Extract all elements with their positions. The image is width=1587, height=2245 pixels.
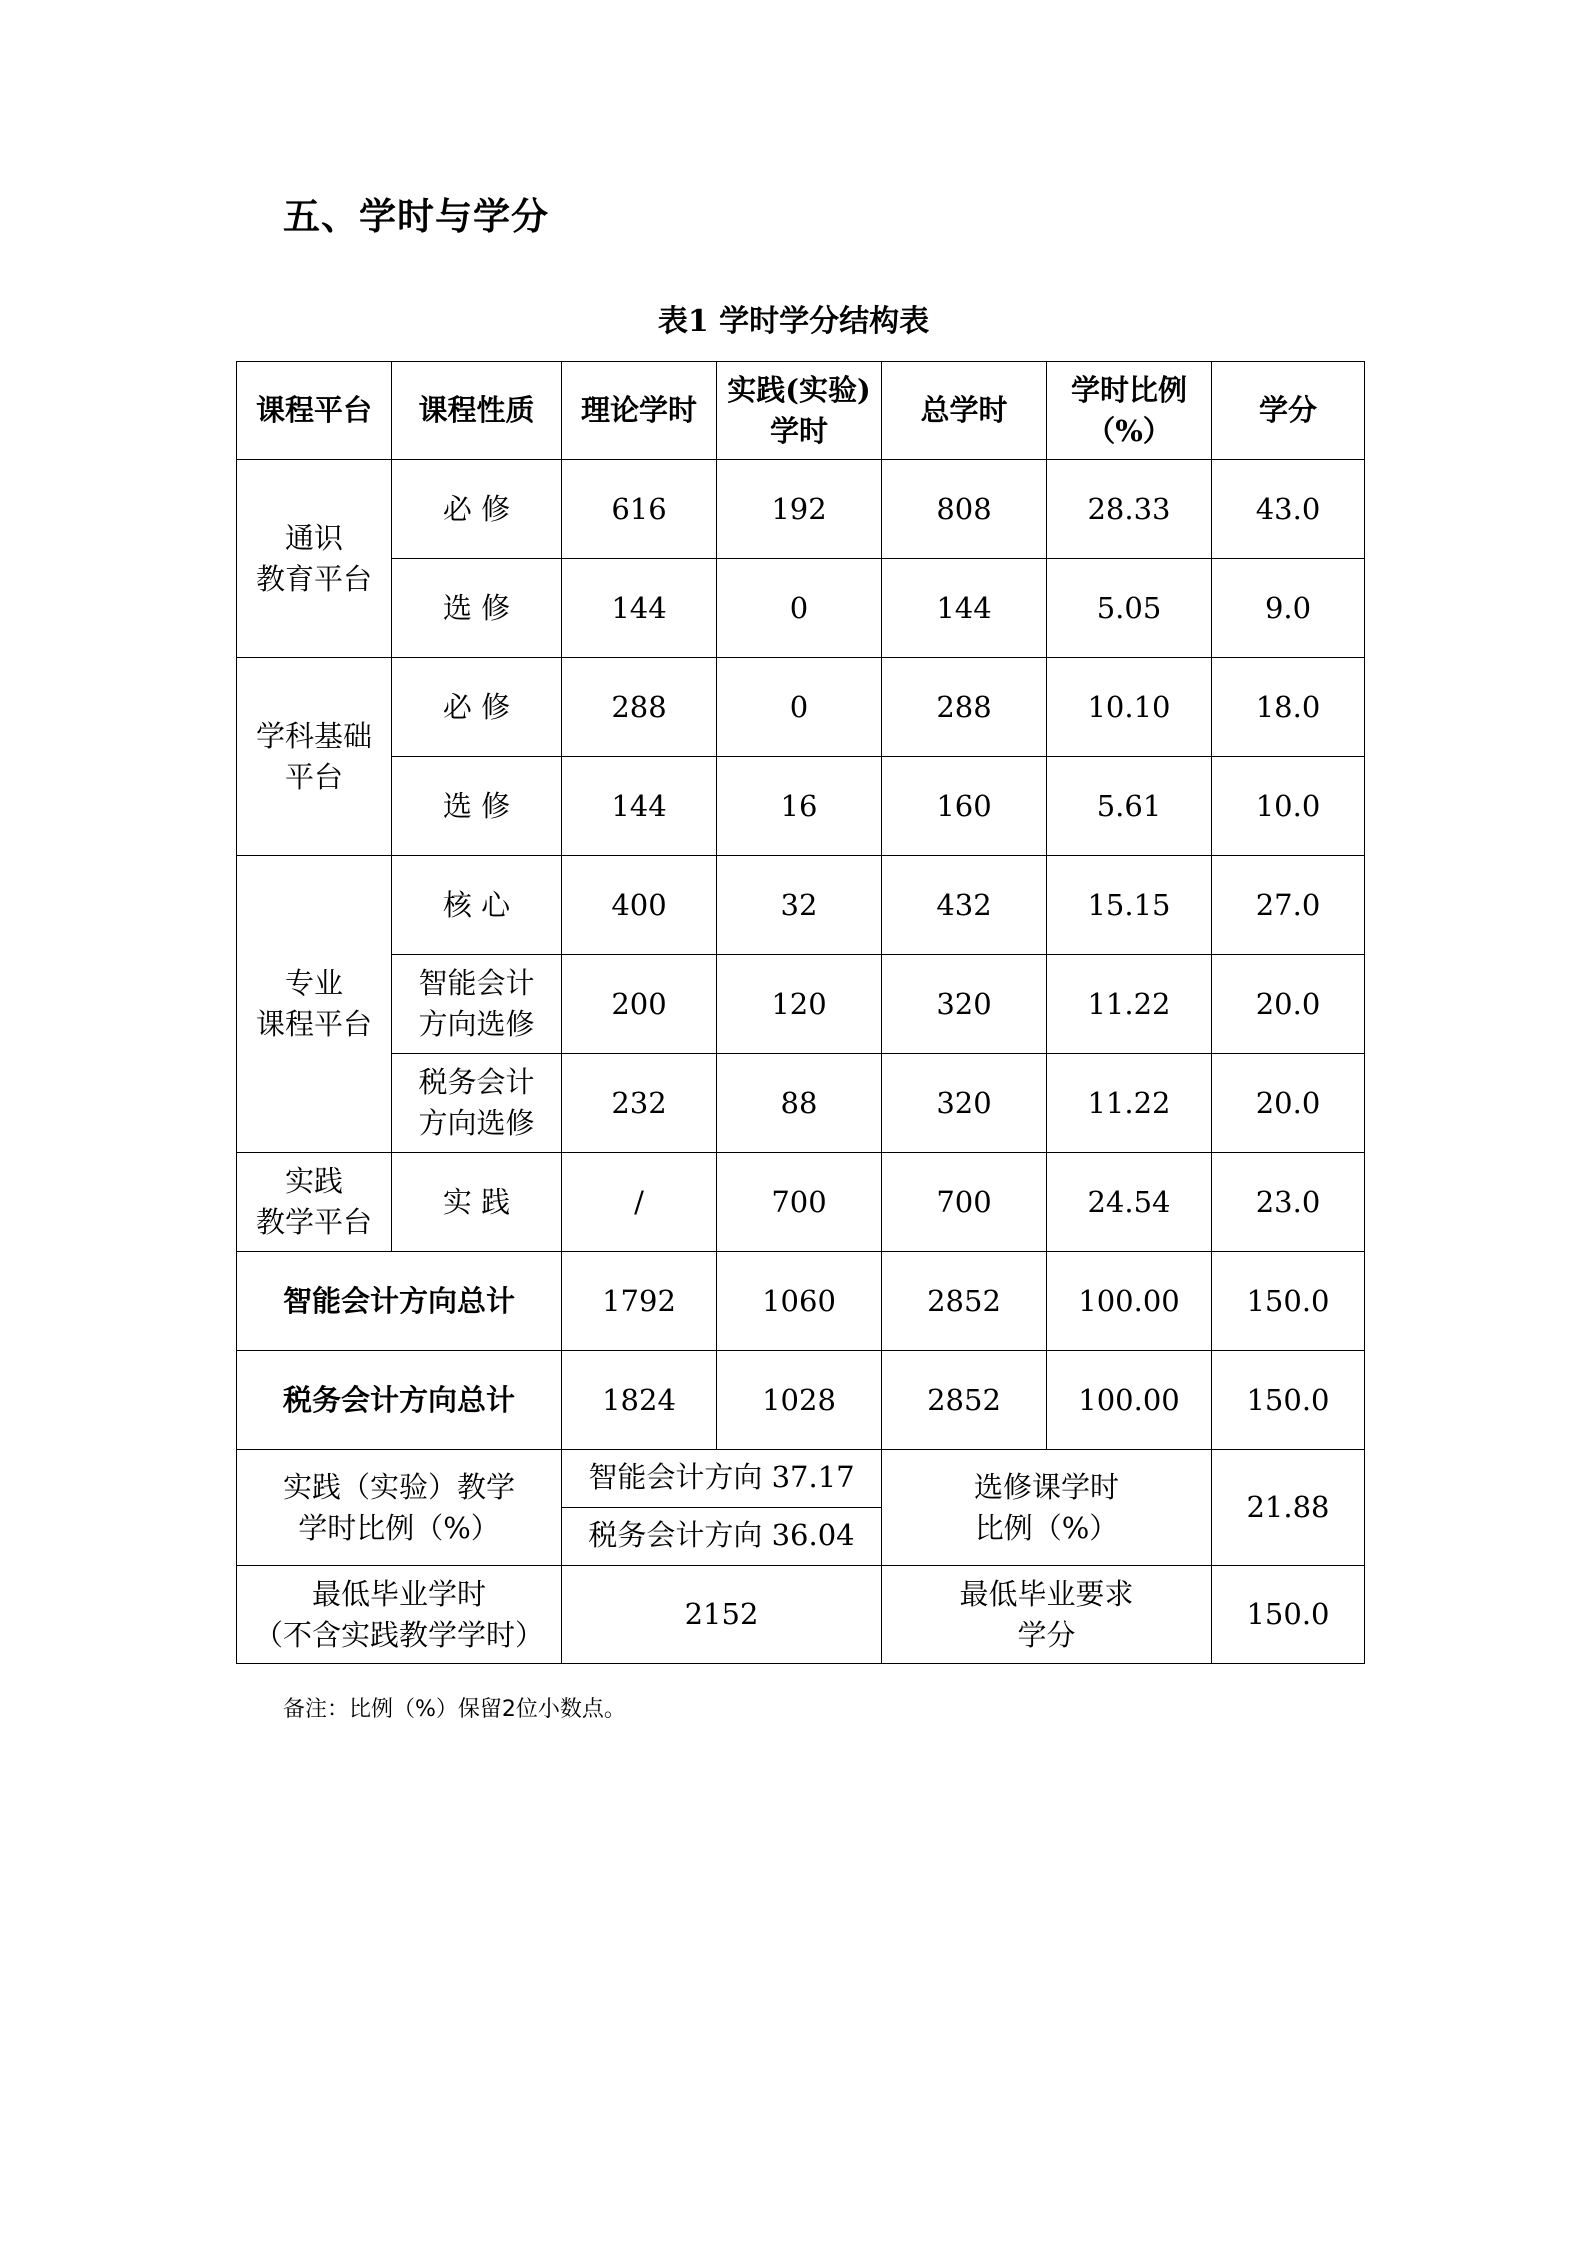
min-hours-value: 2152 [562, 1566, 882, 1664]
cell-ratio: 15.15 [1047, 856, 1212, 955]
cell-ratio: 11.22 [1047, 1054, 1212, 1153]
table-row [237, 1054, 1365, 1153]
cell-credits: 10.0 [1212, 757, 1365, 856]
header-total: 总学时 [882, 362, 1047, 460]
practice-ratio-row [237, 1450, 1365, 1566]
table-caption: 表1 学时学分结构表 [657, 304, 930, 339]
cell-nature: 必 修 [392, 658, 562, 757]
cell-credits: 150.0 [1212, 1351, 1365, 1450]
total-row-tax [237, 1351, 1365, 1450]
cell-total: 2852 [882, 1351, 1047, 1450]
cell-credits: 9.0 [1212, 559, 1365, 658]
header-row [237, 362, 1365, 460]
cell-total: 320 [882, 1054, 1047, 1153]
min-credits-label: 最低毕业要求 学分 [882, 1566, 1212, 1664]
cell-theory: 400 [562, 856, 717, 955]
cell-ratio: 100.00 [1047, 1351, 1212, 1450]
cell-ratio: 100.00 [1047, 1252, 1212, 1351]
table-row [237, 856, 1365, 955]
cell-practice: 1060 [717, 1252, 882, 1351]
cell-theory: 1792 [562, 1252, 717, 1351]
practice-ratio-tax: 税务会计方向 36.04 [562, 1507, 881, 1565]
cell-practice: 700 [717, 1153, 882, 1252]
practice-ratio-values [562, 1450, 882, 1566]
cell-theory: 200 [562, 955, 717, 1054]
cell-total: 808 [882, 460, 1047, 559]
cell-practice: 192 [717, 460, 882, 559]
cell-credits: 20.0 [1212, 955, 1365, 1054]
cell-theory: 144 [562, 757, 717, 856]
cell-theory: 232 [562, 1054, 717, 1153]
cell-credits: 27.0 [1212, 856, 1365, 955]
platform-subject: 学科基础 平台 [237, 658, 392, 856]
cell-practice: 1028 [717, 1351, 882, 1450]
credit-structure-table [236, 361, 1365, 1664]
header-practice: 实践(实验) 学时 [717, 362, 882, 460]
cell-ratio: 5.61 [1047, 757, 1212, 856]
minimum-row [237, 1566, 1365, 1664]
header-theory: 理论学时 [562, 362, 717, 460]
cell-theory: 1824 [562, 1351, 717, 1450]
header-platform: 课程平台 [237, 362, 392, 460]
platform-general: 通识 教育平台 [237, 460, 392, 658]
cell-nature: 实 践 [392, 1153, 562, 1252]
cell-practice: 88 [717, 1054, 882, 1153]
cell-theory: 288 [562, 658, 717, 757]
elective-ratio-label: 选修课学时 比例（%） [882, 1450, 1212, 1566]
elective-ratio-value: 21.88 [1212, 1450, 1365, 1566]
platform-major: 专业 课程平台 [237, 856, 392, 1153]
table-row [237, 757, 1365, 856]
cell-credits: 20.0 [1212, 1054, 1365, 1153]
cell-practice: 32 [717, 856, 882, 955]
cell-total: 700 [882, 1153, 1047, 1252]
cell-practice: 0 [717, 658, 882, 757]
cell-credits: 23.0 [1212, 1153, 1365, 1252]
practice-ratio-smart: 智能会计方向 37.17 [588, 1460, 855, 1494]
total-label: 智能会计方向总计 [237, 1252, 562, 1351]
cell-nature: 选 修 [392, 559, 562, 658]
cell-theory: / [562, 1153, 717, 1252]
min-hours-label: 最低毕业学时 （不含实践教学学时） [237, 1566, 562, 1664]
table-row [237, 559, 1365, 658]
cell-practice: 0 [717, 559, 882, 658]
cell-total: 320 [882, 955, 1047, 1054]
table-row [237, 1153, 1365, 1252]
cell-nature: 智能会计 方向选修 [392, 955, 562, 1054]
cell-nature: 核 心 [392, 856, 562, 955]
cell-ratio: 11.22 [1047, 955, 1212, 1054]
total-label: 税务会计方向总计 [237, 1351, 562, 1450]
cell-theory: 616 [562, 460, 717, 559]
cell-credits: 18.0 [1212, 658, 1365, 757]
header-nature: 课程性质 [392, 362, 562, 460]
table-row [237, 460, 1365, 559]
table-note: 备注：比例（%）保留2位小数点。 [283, 1697, 626, 1722]
cell-total: 160 [882, 757, 1047, 856]
section-heading: 五、学时与学分 [283, 195, 549, 238]
min-credits-value: 150.0 [1212, 1566, 1365, 1664]
cell-nature: 必 修 [392, 460, 562, 559]
cell-practice: 16 [717, 757, 882, 856]
cell-theory: 144 [562, 559, 717, 658]
platform-practice: 实践 教学平台 [237, 1153, 392, 1252]
total-row-smart [237, 1252, 1365, 1351]
header-ratio: 学时比例 （%） [1047, 362, 1212, 460]
cell-ratio: 28.33 [1047, 460, 1212, 559]
cell-total: 144 [882, 559, 1047, 658]
header-credits: 学分 [1212, 362, 1365, 460]
table-row [237, 955, 1365, 1054]
cell-nature: 税务会计 方向选修 [392, 1054, 562, 1153]
cell-ratio: 24.54 [1047, 1153, 1212, 1252]
cell-total: 432 [882, 856, 1047, 955]
cell-practice: 120 [717, 955, 882, 1054]
cell-credits: 43.0 [1212, 460, 1365, 559]
table-row [237, 658, 1365, 757]
cell-total: 288 [882, 658, 1047, 757]
practice-ratio-label: 实践（实验）教学 学时比例（%） [237, 1450, 562, 1566]
cell-ratio: 10.10 [1047, 658, 1212, 757]
cell-nature: 选 修 [392, 757, 562, 856]
cell-credits: 150.0 [1212, 1252, 1365, 1351]
cell-total: 2852 [882, 1252, 1047, 1351]
cell-ratio: 5.05 [1047, 559, 1212, 658]
